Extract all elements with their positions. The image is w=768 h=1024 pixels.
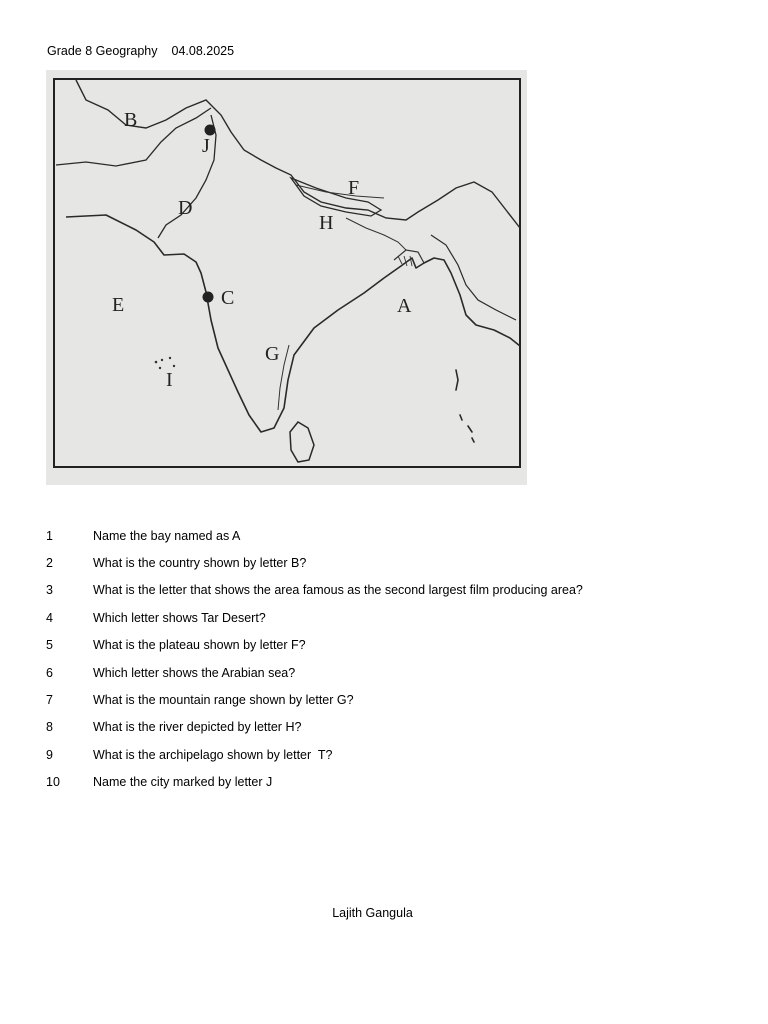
question-text: Name the city marked by letter J	[93, 775, 273, 790]
question-text: What is the letter that shows the area famous as the second largest film producing area?	[93, 583, 583, 598]
question-number: 8	[46, 720, 53, 735]
label-f: F	[348, 177, 360, 199]
question-number: 10	[46, 775, 60, 790]
question-number: 6	[46, 665, 53, 680]
question-number: 7	[46, 693, 53, 708]
question-row	[46, 714, 583, 741]
question-text: Name the bay named as A	[93, 528, 241, 543]
worksheet-header	[47, 44, 234, 58]
label-a: A	[397, 295, 412, 317]
city-c-dot	[203, 292, 214, 303]
question-list	[46, 522, 583, 796]
question-row	[46, 604, 583, 631]
question-number: 2	[46, 556, 53, 571]
subject-title: Grade 8 Geography	[47, 44, 158, 58]
label-d: D	[178, 197, 193, 219]
label-g: G	[265, 343, 280, 365]
question-row	[46, 659, 583, 686]
label-b: B	[124, 109, 138, 131]
map-drawing	[46, 70, 527, 485]
question-text: What is the country shown by letter B?	[93, 556, 307, 571]
city-j-dot	[205, 125, 216, 136]
question-text: What is the plateau shown by letter F?	[93, 638, 306, 653]
question-row	[46, 549, 583, 576]
question-row	[46, 577, 583, 604]
question-text: Which letter shows the Arabian sea?	[93, 665, 296, 680]
worksheet-date: 04.08.2025	[171, 44, 235, 58]
question-row	[46, 522, 583, 549]
label-i: I	[166, 369, 173, 391]
question-number: 4	[46, 610, 53, 625]
question-row	[46, 686, 583, 713]
question-row	[46, 741, 583, 768]
question-number: 1	[46, 528, 53, 543]
question-text: What is the archipelago shown by letter T?	[93, 747, 333, 762]
question-text: Which letter shows Tar Desert?	[93, 610, 266, 625]
question-number: 9	[46, 747, 53, 762]
label-j: J	[202, 135, 210, 157]
label-e: E	[112, 294, 125, 316]
question-text: What is the river depicted by letter H?	[93, 720, 302, 735]
question-number: 5	[46, 638, 53, 653]
author-name: Lajith Gangula	[332, 906, 413, 920]
label-c: C	[221, 287, 235, 309]
south-asia-map	[46, 70, 527, 485]
label-h: H	[319, 212, 334, 234]
question-text: What is the mountain range shown by letter G?	[93, 693, 354, 708]
question-row	[46, 632, 583, 659]
question-row	[46, 769, 583, 796]
question-number: 3	[46, 583, 53, 598]
